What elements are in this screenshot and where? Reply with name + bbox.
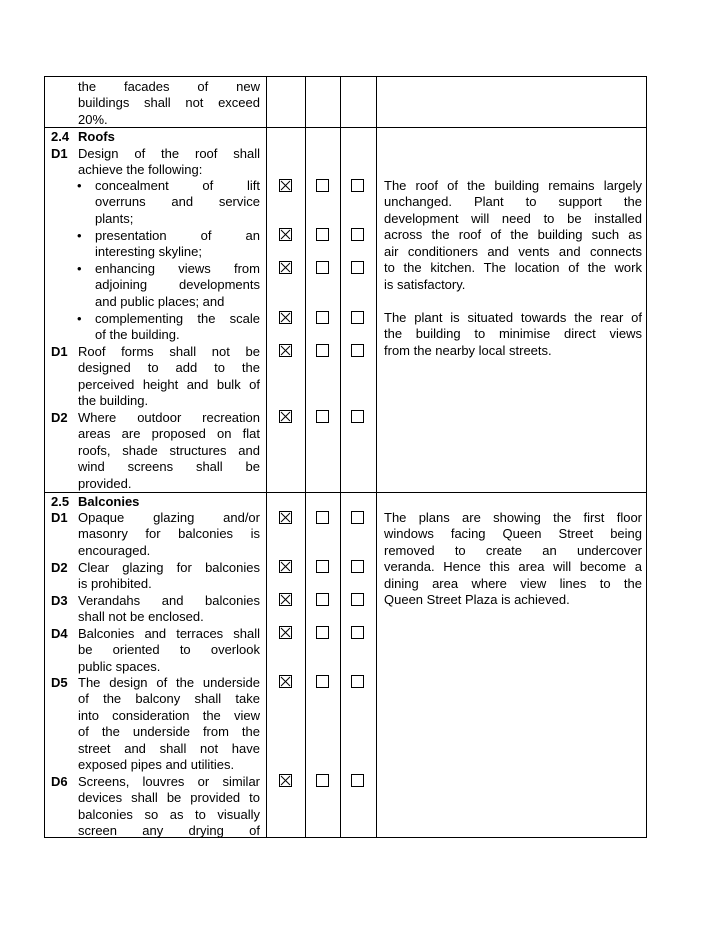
checkbox-yes[interactable] (279, 593, 292, 606)
text-line: wind screens shall be (78, 459, 260, 474)
checkbox-no[interactable] (316, 179, 329, 192)
section-number: 2.5 (51, 494, 70, 509)
checkbox-yes[interactable] (279, 626, 292, 639)
checkbox-na[interactable] (351, 228, 364, 241)
text-line: veranda. Hence this area will become a (384, 559, 642, 574)
text-line: roofs, shade structures and (78, 443, 260, 458)
checkbox-no[interactable] (316, 560, 329, 573)
text-line: Queen Street Plaza is achieved. (384, 592, 570, 607)
text-line: street and shall not have (78, 741, 260, 756)
text-line: exposed pipes and utilities. (78, 757, 235, 772)
checkbox-no[interactable] (316, 626, 329, 639)
section-number: 2.4 (51, 129, 70, 144)
column-divider (266, 77, 267, 837)
column-divider (305, 77, 306, 837)
checked-cross-icon (280, 262, 291, 273)
text-line: Balconies and terraces shall (78, 626, 260, 641)
column-divider (376, 77, 377, 837)
text-line: public spaces. (78, 659, 161, 674)
text-line: buildings shall not exceed (78, 95, 260, 110)
checked-cross-icon (280, 594, 291, 605)
text-line: to the kitchen. The location of the work (384, 260, 642, 275)
text-line: air conditioners and vents and connects (384, 244, 642, 259)
checkbox-yes[interactable] (279, 261, 292, 274)
text-line: achieve the following: (78, 162, 203, 177)
text-line: shall not be enclosed. (78, 609, 204, 624)
text-line: encouraged. (78, 543, 151, 558)
section-title: Roofs (78, 129, 115, 144)
text-line: plants; (95, 211, 134, 226)
compliance-table (44, 76, 647, 838)
text-line: the building. (78, 393, 149, 408)
checkbox-yes[interactable] (279, 228, 292, 241)
checkbox-yes[interactable] (279, 179, 292, 192)
clause-label: D6 (51, 774, 68, 789)
text-line: across the roof of the building such as (384, 227, 642, 242)
checkbox-yes[interactable] (279, 311, 292, 324)
column-divider (340, 77, 341, 837)
checkbox-na[interactable] (351, 261, 364, 274)
text-line: Screens, louvres or similar (78, 774, 260, 789)
text-line: perceived height and bulk of (78, 377, 260, 392)
text-line: Verandahs and balconies (78, 593, 260, 608)
checkbox-no[interactable] (316, 261, 329, 274)
text-line (384, 293, 642, 309)
checkbox-yes[interactable] (279, 344, 292, 357)
checked-cross-icon (280, 512, 291, 523)
checkbox-no[interactable] (316, 675, 329, 688)
text-line: Clear glazing for balconies (78, 560, 260, 575)
bullet-icon: • (77, 228, 82, 243)
text-line: adjoining developments (95, 277, 260, 292)
text-line: designed to add to the (78, 360, 260, 375)
text-line: and public places; and (95, 294, 225, 309)
checked-cross-icon (280, 345, 291, 356)
text-line: presentation of an (95, 228, 260, 243)
clause-label: D4 (51, 626, 68, 641)
text-line: be oriented to overlook (78, 642, 260, 657)
text-line: is prohibited. (78, 576, 152, 591)
text-line: of the building. (95, 327, 180, 342)
clause-label: D5 (51, 675, 68, 690)
text-line: The design of the underside (78, 675, 260, 690)
checkbox-no[interactable] (316, 344, 329, 357)
clause-label: D1 (51, 510, 68, 525)
clause-label: D2 (51, 410, 68, 425)
text-line: balconies so as to visually (78, 807, 260, 822)
text-line: the facades of new (78, 79, 260, 94)
checkbox-no[interactable] (316, 593, 329, 606)
checkbox-no[interactable] (316, 511, 329, 524)
text-line: devices shall be provided to (78, 790, 260, 805)
checked-cross-icon (280, 180, 291, 191)
section-title: Balconies (78, 494, 140, 509)
checkbox-na[interactable] (351, 774, 364, 787)
clause-label: D1 (51, 344, 68, 359)
text-line: concealment of lift (95, 178, 260, 193)
checkbox-no[interactable] (316, 410, 329, 423)
checkbox-na[interactable] (351, 344, 364, 357)
checkbox-na[interactable] (351, 560, 364, 573)
text-line: from the nearby local streets. (384, 343, 552, 358)
clause-label: D1 (51, 146, 68, 161)
text-line: The roof of the building remains largely (384, 178, 642, 193)
text-line: Roof forms shall not be (78, 344, 260, 359)
text-line: masonry for balconies is (78, 526, 260, 541)
checked-cross-icon (280, 561, 291, 572)
text-line: removed to create an undercover (384, 543, 642, 558)
checkbox-na[interactable] (351, 311, 364, 324)
checked-cross-icon (280, 229, 291, 240)
text-line: development will need to be installed (384, 211, 642, 226)
text-line: unchanged. Plant to support the (384, 194, 642, 209)
clause-label: D2 (51, 560, 68, 575)
text-line: of the balcony shall take (78, 691, 260, 706)
bullet-icon: • (77, 311, 82, 326)
text-line: Design of the roof shall (78, 146, 260, 161)
checked-cross-icon (280, 411, 291, 422)
checkbox-no[interactable] (316, 228, 329, 241)
checkbox-yes[interactable] (279, 675, 292, 688)
text-line: overruns and service (95, 194, 260, 209)
checkbox-na[interactable] (351, 675, 364, 688)
text-line: the building to minimise direct views (384, 326, 642, 341)
checkbox-na[interactable] (351, 179, 364, 192)
checked-cross-icon (280, 676, 291, 687)
checkbox-yes[interactable] (279, 560, 292, 573)
text-line: screen any drying of (78, 823, 260, 838)
checkbox-yes[interactable] (279, 511, 292, 524)
checkbox-na[interactable] (351, 511, 364, 524)
text-line: 20%. (78, 112, 108, 127)
text-line: complementing the scale (95, 311, 260, 326)
text-line: into consideration the view (78, 708, 260, 723)
text-line: Where outdoor recreation (78, 410, 260, 425)
text-line: The plant is situated towards the rear of (384, 310, 642, 325)
checkbox-na[interactable] (351, 593, 364, 606)
text-line: dining area where view lines to the (384, 576, 642, 591)
checkbox-yes[interactable] (279, 410, 292, 423)
row-divider (45, 492, 646, 493)
checked-cross-icon (280, 627, 291, 638)
text-line: interesting skyline; (95, 244, 202, 259)
text-line: of the underside from the (78, 724, 260, 739)
bullet-icon: • (77, 178, 82, 193)
checked-cross-icon (280, 312, 291, 323)
text-line: is satisfactory. (384, 277, 466, 292)
checkbox-na[interactable] (351, 626, 364, 639)
checkbox-na[interactable] (351, 410, 364, 423)
text-line: provided. (78, 476, 132, 491)
checkbox-no[interactable] (316, 311, 329, 324)
text-line: Opaque glazing and/or (78, 510, 260, 525)
text-line: windows facing Queen Street being (384, 526, 642, 541)
text-line: areas are proposed on flat (78, 426, 260, 441)
checked-cross-icon (280, 775, 291, 786)
checkbox-no[interactable] (316, 774, 329, 787)
checkbox-yes[interactable] (279, 774, 292, 787)
clause-label: D3 (51, 593, 68, 608)
bullet-icon: • (77, 261, 82, 276)
text-line: enhancing views from (95, 261, 260, 276)
text-line: The plans are showing the first floor (384, 510, 642, 525)
